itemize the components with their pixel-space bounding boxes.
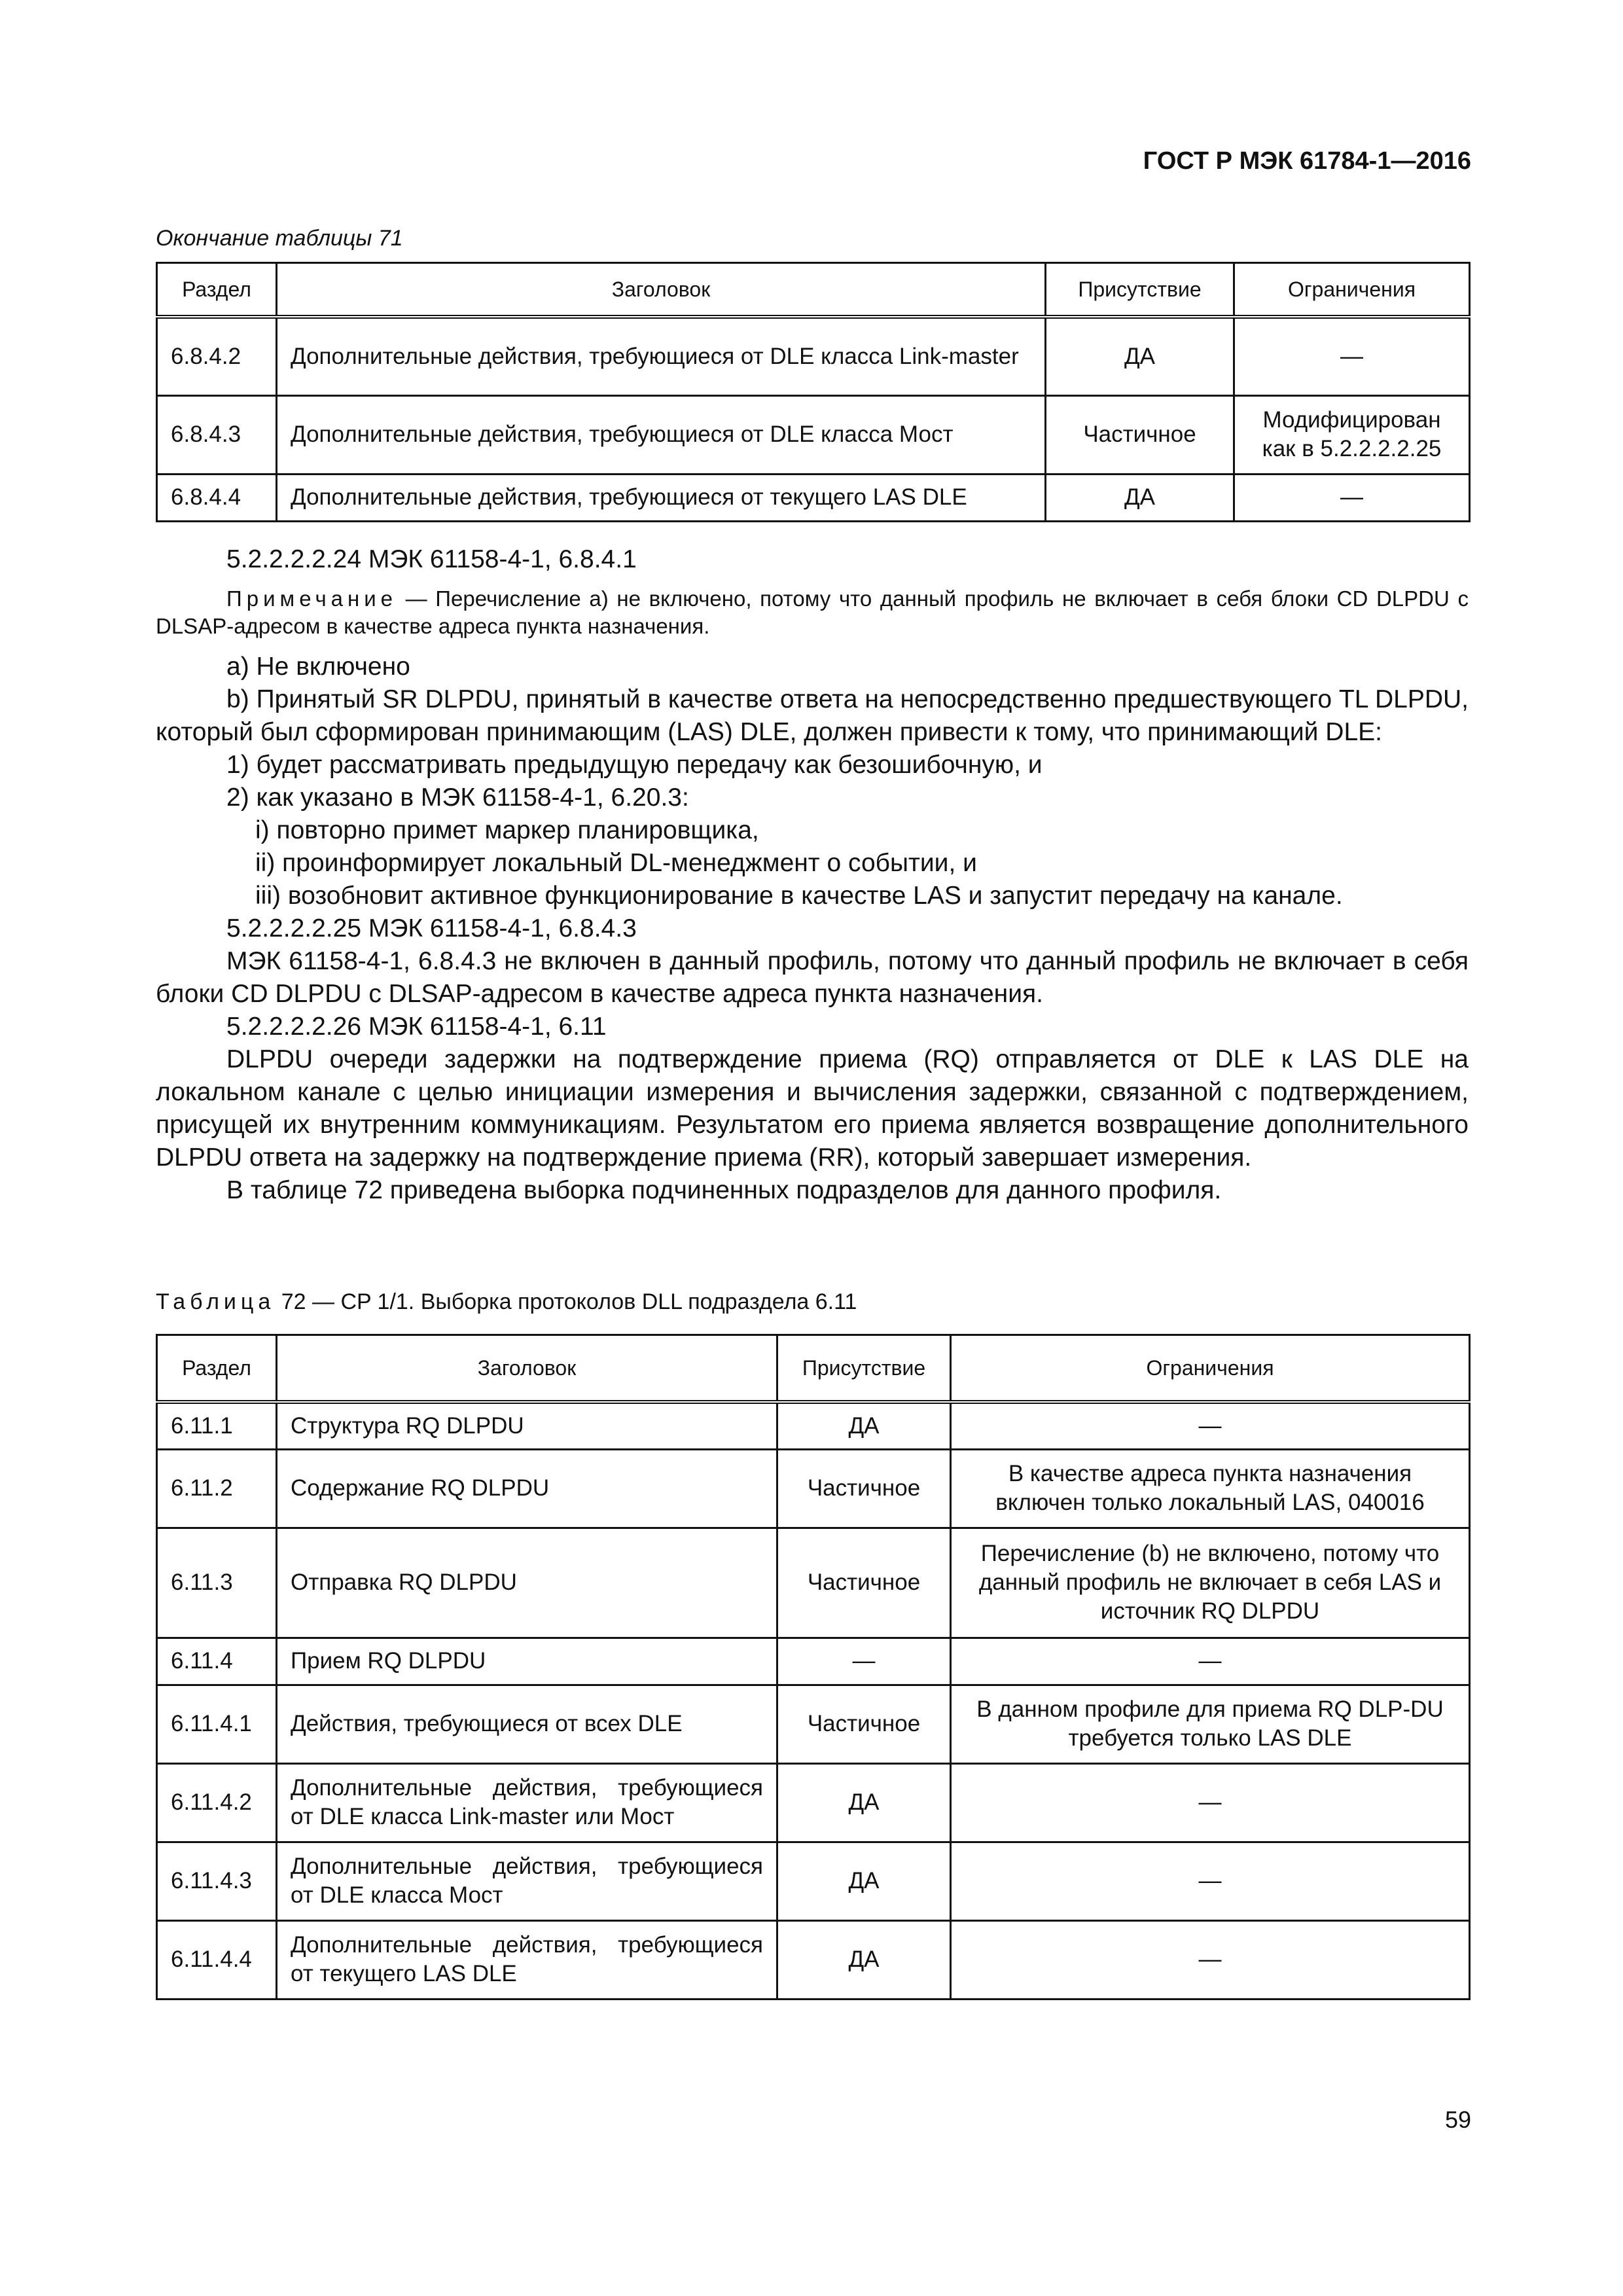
title-cell: Дополнительные действия, требующиеся от текущего LAS DLE (277, 474, 1046, 521)
section-cell: 6.11.4.3 (157, 1842, 277, 1920)
title-cell: Структура RQ DLPDU (277, 1402, 777, 1449)
table-row (157, 1685, 1470, 1763)
table-row (157, 1638, 1470, 1685)
limits-cell: В данном профиле для приема RQ DLP-DU требуется только LAS DLE (951, 1685, 1470, 1763)
page-number: 59 (1444, 2106, 1471, 2133)
title-cell: Дополнительные действия, требующиеся от DLE класса Мост (277, 1842, 777, 1920)
note-label: Примечание (226, 586, 398, 611)
presence-cell: Частичное (777, 1449, 951, 1528)
presence-cell: Частичное (777, 1528, 951, 1638)
table-72-caption-label: Таблица (156, 1289, 276, 1314)
column-header-limits: Ограничения (951, 1335, 1470, 1403)
table-row (157, 1842, 1470, 1920)
list-item-iii: iii) возобновит активное функционирование в качестве LAS и запустит передачу на канале. (255, 882, 1343, 910)
table-row (157, 395, 1470, 474)
presence-cell: ДА (1046, 474, 1234, 521)
title-cell: Дополнительные действия, требующиеся от DLE класса Мост (277, 395, 1046, 474)
paragraph: МЭК 61158-4-1, 6.8.4.3 не включен в данный профиль, потому что данный профиль не включает в себя блоки CD DLPDU с DLSAP-адресом в качестве адреса пункта назначения. (156, 947, 1469, 1008)
column-header-section: Раздел (157, 1335, 277, 1403)
list-item-a: a) Не включено (226, 653, 410, 681)
column-header-title: Заголовок (277, 1335, 777, 1403)
table-72-caption (156, 1289, 857, 1315)
presence-cell: Частичное (1046, 395, 1234, 474)
table-72 (156, 1334, 1471, 2000)
section-cell: 6.11.4.1 (157, 1685, 277, 1763)
limits-cell: — (1234, 317, 1470, 395)
limits-cell: — (951, 1402, 1470, 1449)
table-header-row (157, 1335, 1470, 1403)
presence-cell: — (777, 1638, 951, 1685)
section-cell: 6.11.4.4 (157, 1920, 277, 1999)
list-item-b1: 1) будет рассматривать предыдущую передачу как безошибочную, и (226, 751, 1043, 779)
column-header-limits: Ограничения (1234, 263, 1470, 317)
title-cell: Отправка RQ DLPDU (277, 1528, 777, 1638)
limits-cell: — (951, 1638, 1470, 1685)
title-cell: Дополнительные действия, требующиеся от DLE класса Link-master или Мост (277, 1763, 777, 1842)
note (156, 585, 1469, 640)
section-cell: 6.11.3 (157, 1528, 277, 1638)
list-item-b: b) Принятый SR DLPDU, принятый в качестве ответа на непосредственно предшествующего TL DLPDU, который был сформирован принимающим (LAS) DLE, должен привести к тому, что принимающий DLE: (156, 685, 1469, 746)
table-row (157, 1449, 1470, 1528)
list-item-ii: ii) проинформирует локальный DL-менеджмент о событии, и (255, 849, 977, 877)
section-cell: 6.8.4.4 (157, 474, 277, 521)
column-header-presence: Присутствие (777, 1335, 951, 1403)
table-row (157, 474, 1470, 521)
section-cell: 6.11.1 (157, 1402, 277, 1449)
limits-cell: — (951, 1920, 1470, 1999)
section-heading: 5.2.2.2.2.25 МЭК 61158-4-1, 6.8.4.3 (226, 914, 637, 942)
limits-cell: — (951, 1842, 1470, 1920)
limits-cell: В качестве адреса пункта назначения включен только локальный LAS, 040016 (951, 1449, 1470, 1528)
list-item-b2: 2) как указано в МЭК 61158-4-1, 6.20.3: (226, 783, 689, 812)
paragraph: DLPDU очереди задержки на подтверждение приема (RQ) отправляется от DLE к LAS DLE на локальном канале с целью инициации измерения и вычисления задержки, связанной с подтверждением, присущей их внутренним коммуникациям. Результатом его приема является возвращение дополнительного DLPDU ответа на задержку на подтверждение приема (RR), который завершает измерения. (156, 1045, 1469, 1172)
title-cell: Прием RQ DLPDU (277, 1638, 777, 1685)
table-71 (156, 262, 1471, 522)
presence-cell: ДА (777, 1842, 951, 1920)
title-cell: Дополнительные действия, требующиеся от текущего LAS DLE (277, 1920, 777, 1999)
table-header-row (157, 263, 1470, 317)
section-cell: 6.11.4 (157, 1638, 277, 1685)
presence-cell: Частичное (777, 1685, 951, 1763)
table-row (157, 317, 1470, 395)
table-row (157, 1920, 1470, 1999)
title-cell: Содержание RQ DLPDU (277, 1449, 777, 1528)
limits-cell: Перечисление (b) не включено, потому что данный профиль не включает в себя LAS и источник RQ DLPDU (951, 1528, 1470, 1638)
list-item-i: i) повторно примет маркер планировщика, (255, 816, 759, 844)
presence-cell: ДА (777, 1763, 951, 1842)
title-cell: Действия, требующиеся от всех DLE (277, 1685, 777, 1763)
table-row (157, 1402, 1470, 1449)
table-row (157, 1528, 1470, 1638)
presence-cell: ДА (777, 1402, 951, 1449)
limits-cell: — (951, 1763, 1470, 1842)
column-header-title: Заголовок (277, 263, 1046, 317)
column-header-presence: Присутствие (1046, 263, 1234, 317)
limits-cell: Модифицирован как в 5.2.2.2.2.25 (1234, 395, 1470, 474)
section-cell: 6.11.4.2 (157, 1763, 277, 1842)
table-72-caption-text: 72 — CP 1/1. Выборка протоколов DLL подраздела 6.11 (275, 1289, 857, 1314)
paragraph: В таблице 72 приведена выборка подчиненных подразделов для данного профиля. (226, 1176, 1222, 1204)
section-heading: 5.2.2.2.2.26 МЭК 61158-4-1, 6.11 (226, 1013, 607, 1041)
section-cell: 6.8.4.2 (157, 317, 277, 395)
column-header-section: Раздел (157, 263, 277, 317)
limits-cell: — (1234, 474, 1470, 521)
section-heading: 5.2.2.2.2.24 МЭК 61158-4-1, 6.8.4.1 (226, 545, 637, 573)
section-cell: 6.8.4.3 (157, 395, 277, 474)
document-id-header: ГОСТ Р МЭК 61784-1—2016 (1143, 147, 1471, 175)
body-text (156, 543, 1469, 1207)
table-71-caption: Окончание таблицы 71 (156, 226, 403, 251)
presence-cell: ДА (777, 1920, 951, 1999)
note-text: — Перечисление a) не включено, потому что данный профиль не включает в себя блоки CD DLPDU с DLSAP-адресом в качестве адреса пункта назначения. (156, 586, 1469, 638)
presence-cell: ДА (1046, 317, 1234, 395)
title-cell: Дополнительные действия, требующиеся от DLE класса Link-master (277, 317, 1046, 395)
section-cell: 6.11.2 (157, 1449, 277, 1528)
table-row (157, 1763, 1470, 1842)
